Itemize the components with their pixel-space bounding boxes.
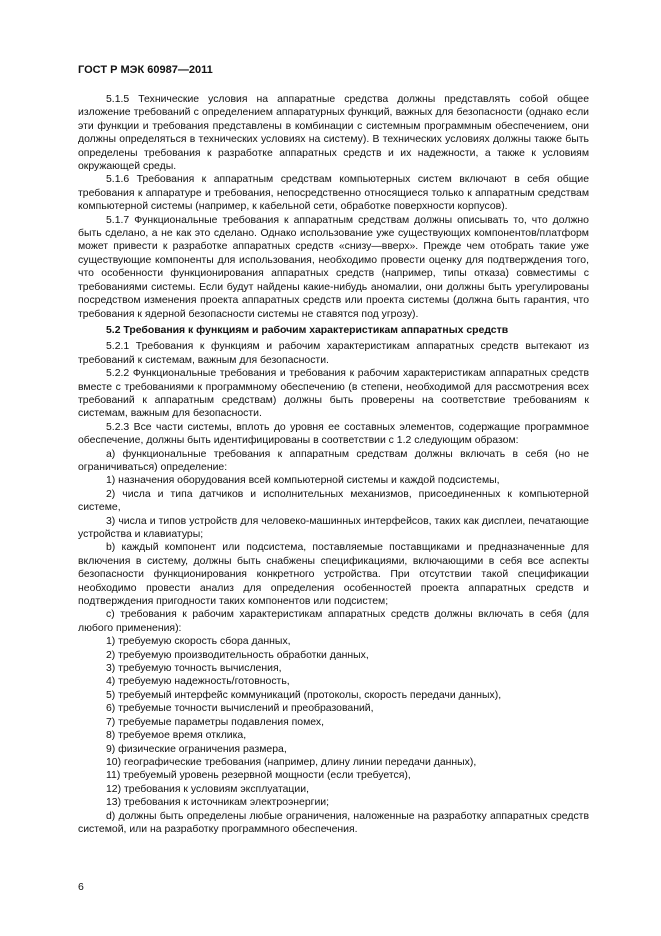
paragraph: 5.1.7 Функциональные требования к аппаратным средствам должны описывать то, что должно быть сделано, а не как это сделано. Однако использование уже существующих компонентов/платформ может привести к разработке аппаратных средств «снизу—вверх». Прежде чем отобрать такие уже существующие компоненты для использования, необходимо провести оценку для подтверждения того, что особенности функционирования аппаратных средств (например, типы отказа) совместимы с требованиями системы. Если будут найдены какие-нибудь аномалии, они должны быть урегулированы посредством изменения проекта аппаратных средств или проекта системы (должна быть гарантия, что требования к ядерной безопасности системы не ставятся под угрозу).	[78, 214, 589, 320]
list-item: 12) требования к условиям эксплуатации,	[106, 783, 309, 795]
document-body	[78, 93, 589, 836]
paragraph: 5.2.1 Требования к функциям и рабочим характеристикам аппаратных средств вытекают из требований к системам, важным для безопасности.	[78, 341, 589, 366]
paragraph: a) функциональные требования к аппаратным средствам должны включать в себя (но не ограничиваться) определение:	[78, 448, 589, 473]
list-item: 10) географические требования (например, длину линии передачи данных),	[106, 756, 477, 768]
paragraph: b) каждый компонент или подсистема, поставляемые поставщиками и предназначенные для включения в систему, должны быть снабжены спецификациями, включающими в себя все аспекты безопасности функционирования конкретного устройства. При отсутствии такой спецификации необходимо провести анализ для определения особенностей проекта аппаратных средств и подтверждения пригодности таких компонентов или подсистем;	[78, 542, 589, 608]
list-item: 1) требуемую скорость сбора данных,	[106, 636, 291, 648]
list-item: 13) требования к источникам электроэнергии;	[106, 797, 330, 809]
paragraph: 3) числа и типов устройств для человеко-машинных интерфейсов, таких как дисплеи, печатающие устройства и клавиатуры;	[78, 515, 589, 540]
list-item: 4) требуемую надежность/готовность,	[106, 676, 290, 688]
list-item: 9) физические ограничения размера,	[106, 743, 287, 755]
section-heading: 5.2 Требования к функциям и рабочим характеристикам аппаратных средств	[106, 324, 509, 336]
paragraph: 5.2.3 Все части системы, вплоть до уровня ее составных элементов, содержащие программное обеспечение, должны быть идентифицированы в соответствии с 1.2 следующим образом:	[78, 421, 589, 447]
paragraph: 2) числа и типа датчиков и исполнительных механизмов, присоединенных к компьютерной системе,	[78, 488, 589, 514]
paragraph: d) должны быть определены любые ограничения, наложенные на разработку аппаратных средств системой, или на разработку программного обеспечения.	[78, 810, 589, 835]
document-header: ГОСТ Р МЭК 60987—2011	[78, 64, 213, 76]
list-item: 3) требуемую точность вычисления,	[106, 663, 282, 675]
list-item: 8) требуемое время отклика,	[106, 730, 247, 742]
list-item: 6) требуемые точности вычислений и преобразований,	[106, 703, 374, 715]
paragraph: 5.1.5 Технические условия на аппаратные средства должны представлять собой общее изложение требований с определением аппаратурных функций, важных для безопасности (однако если эти функции и требования представлены в комбинации с системным программным обеспечением, они должны определяться в технических условиях на систему). В технических условиях должны также быть определены требования к разработке аппаратных средств и их надежности, а также к условиям окружающей среды.	[78, 94, 589, 173]
list-item: 1) назначения оборудования всей компьютерной системы и каждой подсистемы,	[106, 475, 500, 487]
paragraph: 5.2.2 Функциональные требования и требования к рабочим характеристикам аппаратных средств вместе с требованиями к программному обеспечению (в степени, необходимой для рассмотрения всех требований к аппаратным средствам) должны быть проверены на соответствие требованиям к системам, важным для безопасности.	[78, 368, 589, 420]
paragraph: c) требования к рабочим характеристикам аппаратных средств должны включать в себя (для любого применения):	[78, 609, 589, 634]
page-number: 6	[78, 881, 84, 893]
list-item: 5) требуемый интерфейс коммуникаций (протоколы, скорость передачи данных),	[106, 689, 502, 701]
list-item: 2) требуемую производительность обработки данных,	[106, 649, 369, 661]
paragraph: 5.1.6 Требования к аппаратным средствам компьютерных систем включают в себя общие требования к аппаратуре и требования, непосредственно относящиеся только к аппаратным средствам компьютерной системы (например, к кабельной сети, обработке поверхности корпусов).	[78, 174, 589, 213]
list-item: 11) требуемый уровень резервной мощности (если требуется),	[106, 770, 411, 782]
list-item: 7) требуемые параметры подавления помех,	[106, 716, 324, 728]
